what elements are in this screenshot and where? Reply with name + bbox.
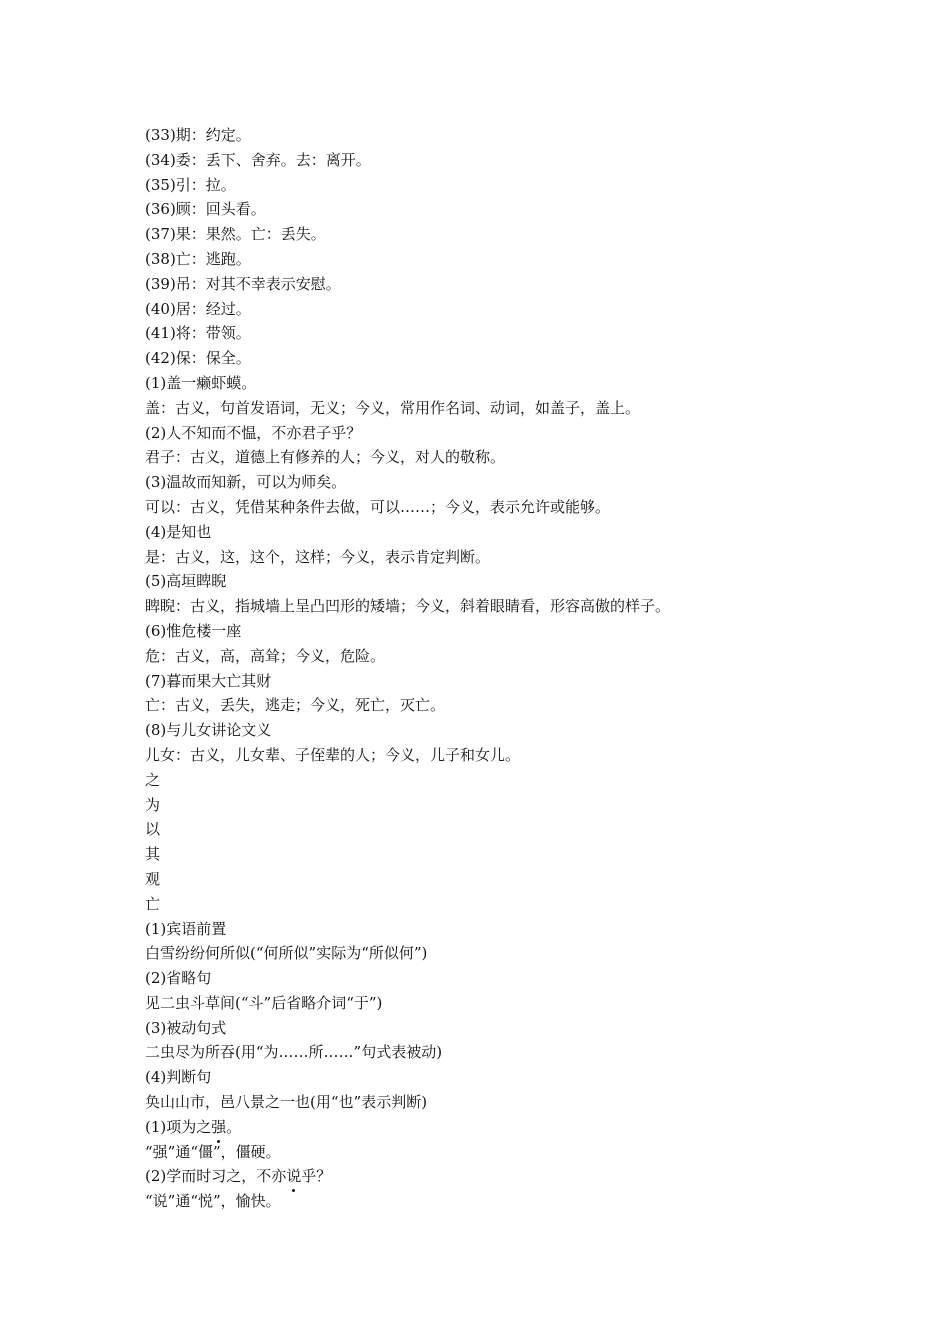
text-line: (40)居：经过。 — [145, 299, 251, 318]
function-word: 其 — [145, 845, 161, 864]
document-page — [145, 123, 925, 1214]
example-sentence: (1)盖一癞虾蟆。 — [145, 373, 257, 392]
pattern-example: 白雪纷纷何所似(“何所似”实际为“所似何”) — [145, 944, 428, 963]
text-line: (33)期：约定。 — [145, 126, 251, 144]
function-word-list — [145, 768, 925, 917]
example-sentence: (2)人不知而不愠，不亦君子乎？ — [145, 423, 362, 442]
annotation-list — [145, 123, 925, 371]
function-word: 以 — [145, 820, 161, 839]
explanation: 亡：古义，丢失，逃走；今义，死亡，灭亡。 — [145, 696, 446, 715]
pattern-heading: (1)宾语前置 — [145, 919, 227, 938]
example-sentence: (2)学而时习之，不亦说乎？ — [145, 1164, 925, 1189]
example-sentence: (7)暮而果大亡其财 — [145, 671, 272, 690]
pattern-example: 二虫尽为所吞(用“为……所……”句式表被动) — [145, 1043, 443, 1062]
explanation: 盖：古义，句首发语词，无义；今义，常用作名词、动词，如盖子，盖上。 — [145, 398, 641, 417]
sentence-pattern-section — [145, 917, 925, 1115]
example-sentence: (5)高垣睥睨 — [145, 572, 227, 591]
pattern-heading: (3)被动句式 — [145, 1018, 227, 1037]
text-line: (34)委：丢下、舍弃。去：离开。 — [145, 150, 371, 169]
pattern-example: 奂山山市，邑八景之一也(用“也”表示判断) — [145, 1093, 428, 1112]
example-sentence: (3)温故而知新，可以为师矣。 — [145, 473, 347, 492]
text-line: (37)果：果然。亡：丢失。 — [145, 225, 326, 244]
function-word: 亡 — [145, 894, 161, 913]
emphasis-dot-character: 说 — [286, 1164, 301, 1189]
explanation: 是：古义，这，这个，这样；今义，表示肯定判断。 — [145, 547, 491, 566]
text-line: (36)顾：回头看。 — [145, 200, 266, 219]
example-sentence: (1)项为之强。 — [145, 1115, 925, 1140]
explanation: 君子：古义，道德上有修养的人；今义，对人的敬称。 — [145, 448, 506, 467]
explanation: 危：古义，高，高耸；今义，危险。 — [145, 646, 386, 665]
interchangeable-characters-section — [145, 1115, 925, 1214]
text-line: (35)引：拉。 — [145, 175, 236, 194]
explanation: 可以：古义，凭借某种条件去做，可以……；今义，表示允许或能够。 — [145, 497, 611, 516]
emphasis-dot-character: 强 — [211, 1115, 226, 1140]
example-sentence: (4)是知也 — [145, 522, 212, 541]
text-line: (41)将：带领。 — [145, 324, 251, 343]
explanation: “强”通“僵”，僵硬。 — [145, 1142, 281, 1161]
function-word: 观 — [145, 869, 161, 888]
explanation: 儿女：古义，儿女辈、子侄辈的人；今义，儿子和女儿。 — [145, 745, 521, 764]
pattern-example: 见二虫斗草间(“斗”后省略介词“于”) — [145, 993, 383, 1012]
example-sentence: (8)与儿女讲论文义 — [145, 721, 272, 740]
text-line: (38)亡：逃跑。 — [145, 249, 251, 268]
explanation: 睥睨：古义，指城墙上呈凸凹形的矮墙；今义，斜着眼睛看，形容高傲的样子。 — [145, 597, 671, 616]
pattern-heading: (4)判断句 — [145, 1068, 212, 1087]
pattern-heading: (2)省略句 — [145, 969, 212, 988]
function-word: 为 — [145, 795, 161, 814]
text-line: (39)吊：对其不幸表示安慰。 — [145, 274, 341, 293]
example-sentence: (6)惟危楼一座 — [145, 621, 242, 640]
function-word: 之 — [145, 770, 161, 789]
explanation: “说”通“悦”，愉快。 — [145, 1192, 281, 1211]
text-line: (42)保：保全。 — [145, 349, 251, 368]
ancient-modern-meaning-section — [145, 371, 925, 768]
